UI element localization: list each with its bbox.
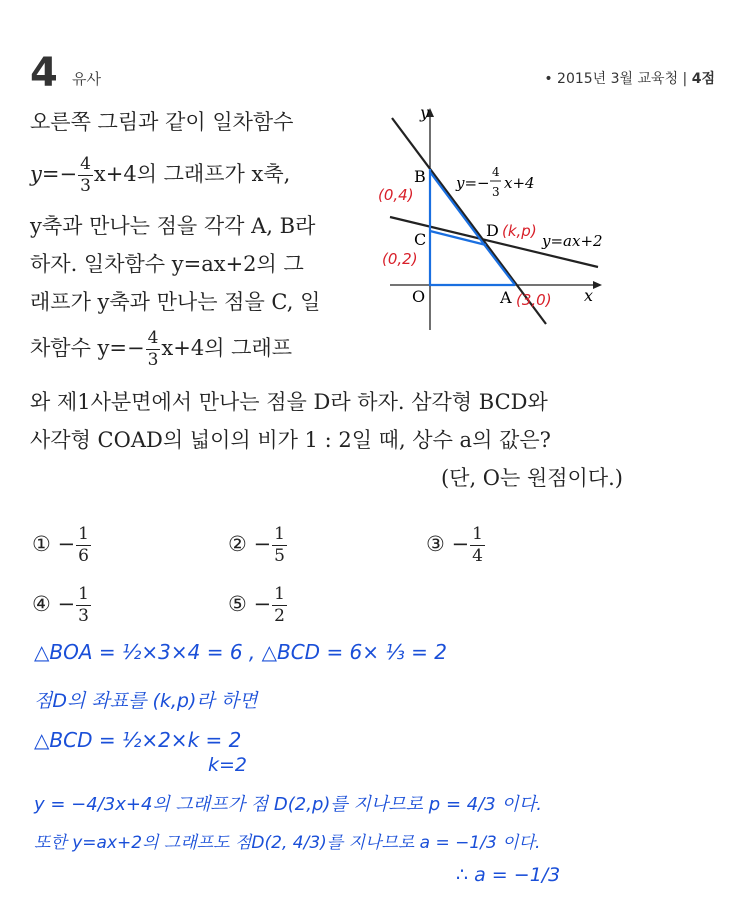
handwriting-line-3: △BCD = ½×2×k = 2 xyxy=(34,728,242,752)
fraction-num: 1 xyxy=(274,524,285,544)
handwriting-line-7: ∴ a = −1/3 xyxy=(456,864,561,886)
fraction-den: 4 xyxy=(472,546,483,566)
point-a-label: A xyxy=(500,288,512,307)
choice-5[interactable] xyxy=(228,586,288,625)
fraction-num: 4 xyxy=(80,154,91,174)
annotation-d-coords: (k,p) xyxy=(502,222,537,240)
point-d-label: D xyxy=(486,221,499,240)
point-c-label: C xyxy=(414,230,427,249)
annotation-b-coords: (0,4) xyxy=(378,186,414,204)
problem-line-6-a: 차함수 y=− xyxy=(30,336,145,360)
fraction-num: 4 xyxy=(147,328,159,348)
fraction xyxy=(78,156,93,195)
fraction xyxy=(146,330,161,369)
line-1-eq-a: y=− xyxy=(456,174,490,192)
choice-fraction xyxy=(470,526,485,565)
choice-3[interactable] xyxy=(426,526,486,565)
handwriting-line-4: k=2 xyxy=(208,754,248,776)
origin-label: O xyxy=(412,287,426,306)
problem-line-2-a: y=− xyxy=(30,162,78,186)
problem-line-2 xyxy=(30,156,290,195)
line-1-eq-fn: 4 xyxy=(492,165,500,179)
handwriting-line-2: 점D의 좌표를 (k,p)라 하면 xyxy=(34,690,258,712)
choice-fraction xyxy=(272,526,287,565)
choice-fraction xyxy=(76,586,91,625)
problem-line-2-b: x+4의 그래프가 x축, xyxy=(93,162,291,186)
x-axis-arrow-icon xyxy=(593,281,602,289)
fraction-num: 1 xyxy=(78,524,89,544)
choice-mark: ④ xyxy=(32,592,51,616)
fraction-den: 2 xyxy=(274,606,285,626)
choice-2[interactable] xyxy=(228,526,288,565)
fraction-den: 3 xyxy=(147,350,159,370)
problem-line-5: 래프가 y축과 만나는 점을 C, 일 xyxy=(30,290,321,314)
choice-sign: − xyxy=(253,532,272,556)
problem-tag: 유사 xyxy=(72,70,101,88)
choice-1[interactable] xyxy=(32,526,92,565)
choice-mark: ③ xyxy=(426,532,445,556)
fraction-num: 1 xyxy=(78,584,89,604)
fraction-den: 5 xyxy=(274,546,285,566)
fraction-den: 3 xyxy=(80,176,91,196)
choice-mark: ⑤ xyxy=(228,592,247,616)
problem-line-6-b: x+4의 그래프 xyxy=(161,336,293,360)
line-1-eq-fd: 3 xyxy=(492,185,500,199)
choice-sign: − xyxy=(57,592,76,616)
choice-mark: ① xyxy=(32,532,51,556)
problem-line-9: (단, O는 원점이다.) xyxy=(440,466,623,490)
x-axis-label: x xyxy=(584,286,594,305)
points: 4점 xyxy=(691,71,715,87)
problem-line-7: 와 제1사분면에서 만나는 점을 D라 하자. 삼각형 BCD와 xyxy=(30,390,548,414)
problem-line-6 xyxy=(30,330,292,369)
line-2-eq: y=ax+2 xyxy=(542,232,603,250)
problem-line-3: y축과 만나는 점을 각각 A, B라 xyxy=(30,214,316,238)
handwriting-line-6: 또한 y=ax+2의 그래프도 점D(2, 4/3)를 지나므로 a = −1/3 이다. xyxy=(34,833,541,853)
source-text: • 2015년 3월 교육청 | xyxy=(544,71,692,87)
fraction-den: 6 xyxy=(78,546,89,566)
problem-number: 4 xyxy=(30,50,58,96)
handwriting-line-1: △BOA = ½×3×4 = 6 , △BCD = 6× ⅓ = 2 xyxy=(34,640,447,664)
choice-fraction xyxy=(76,526,91,565)
annotation-a-coords: (3,0) xyxy=(516,291,552,309)
graph-figure xyxy=(370,100,642,340)
problem-line-1: 오른쪽 그림과 같이 일차함수 xyxy=(30,110,294,134)
choice-sign: − xyxy=(451,532,470,556)
y-axis-label: y xyxy=(420,103,430,122)
fraction-num: 1 xyxy=(274,584,285,604)
problem-line-4: 하자. 일차함수 y=ax+2의 그 xyxy=(30,252,304,276)
point-b-label: B xyxy=(414,167,426,186)
problem-source xyxy=(544,68,715,88)
handwriting-line-5: y = −4/3x+4의 그래프가 점 D(2,p)를 지나므로 p = 4/3 이다. xyxy=(34,794,542,815)
fraction-num: 1 xyxy=(472,524,483,544)
line-1-eq-b: x+4 xyxy=(504,174,535,192)
choice-fraction xyxy=(272,586,287,625)
choice-sign: − xyxy=(57,532,76,556)
choice-sign: − xyxy=(253,592,272,616)
fraction-den: 3 xyxy=(78,606,89,626)
problem-line-8: 사각형 COAD의 넓이의 비가 1 : 2일 때, 상수 a의 값은? xyxy=(30,428,551,452)
annotation-c-coords: (0,2) xyxy=(382,250,418,268)
choice-4[interactable] xyxy=(32,586,92,625)
choice-mark: ② xyxy=(228,532,247,556)
